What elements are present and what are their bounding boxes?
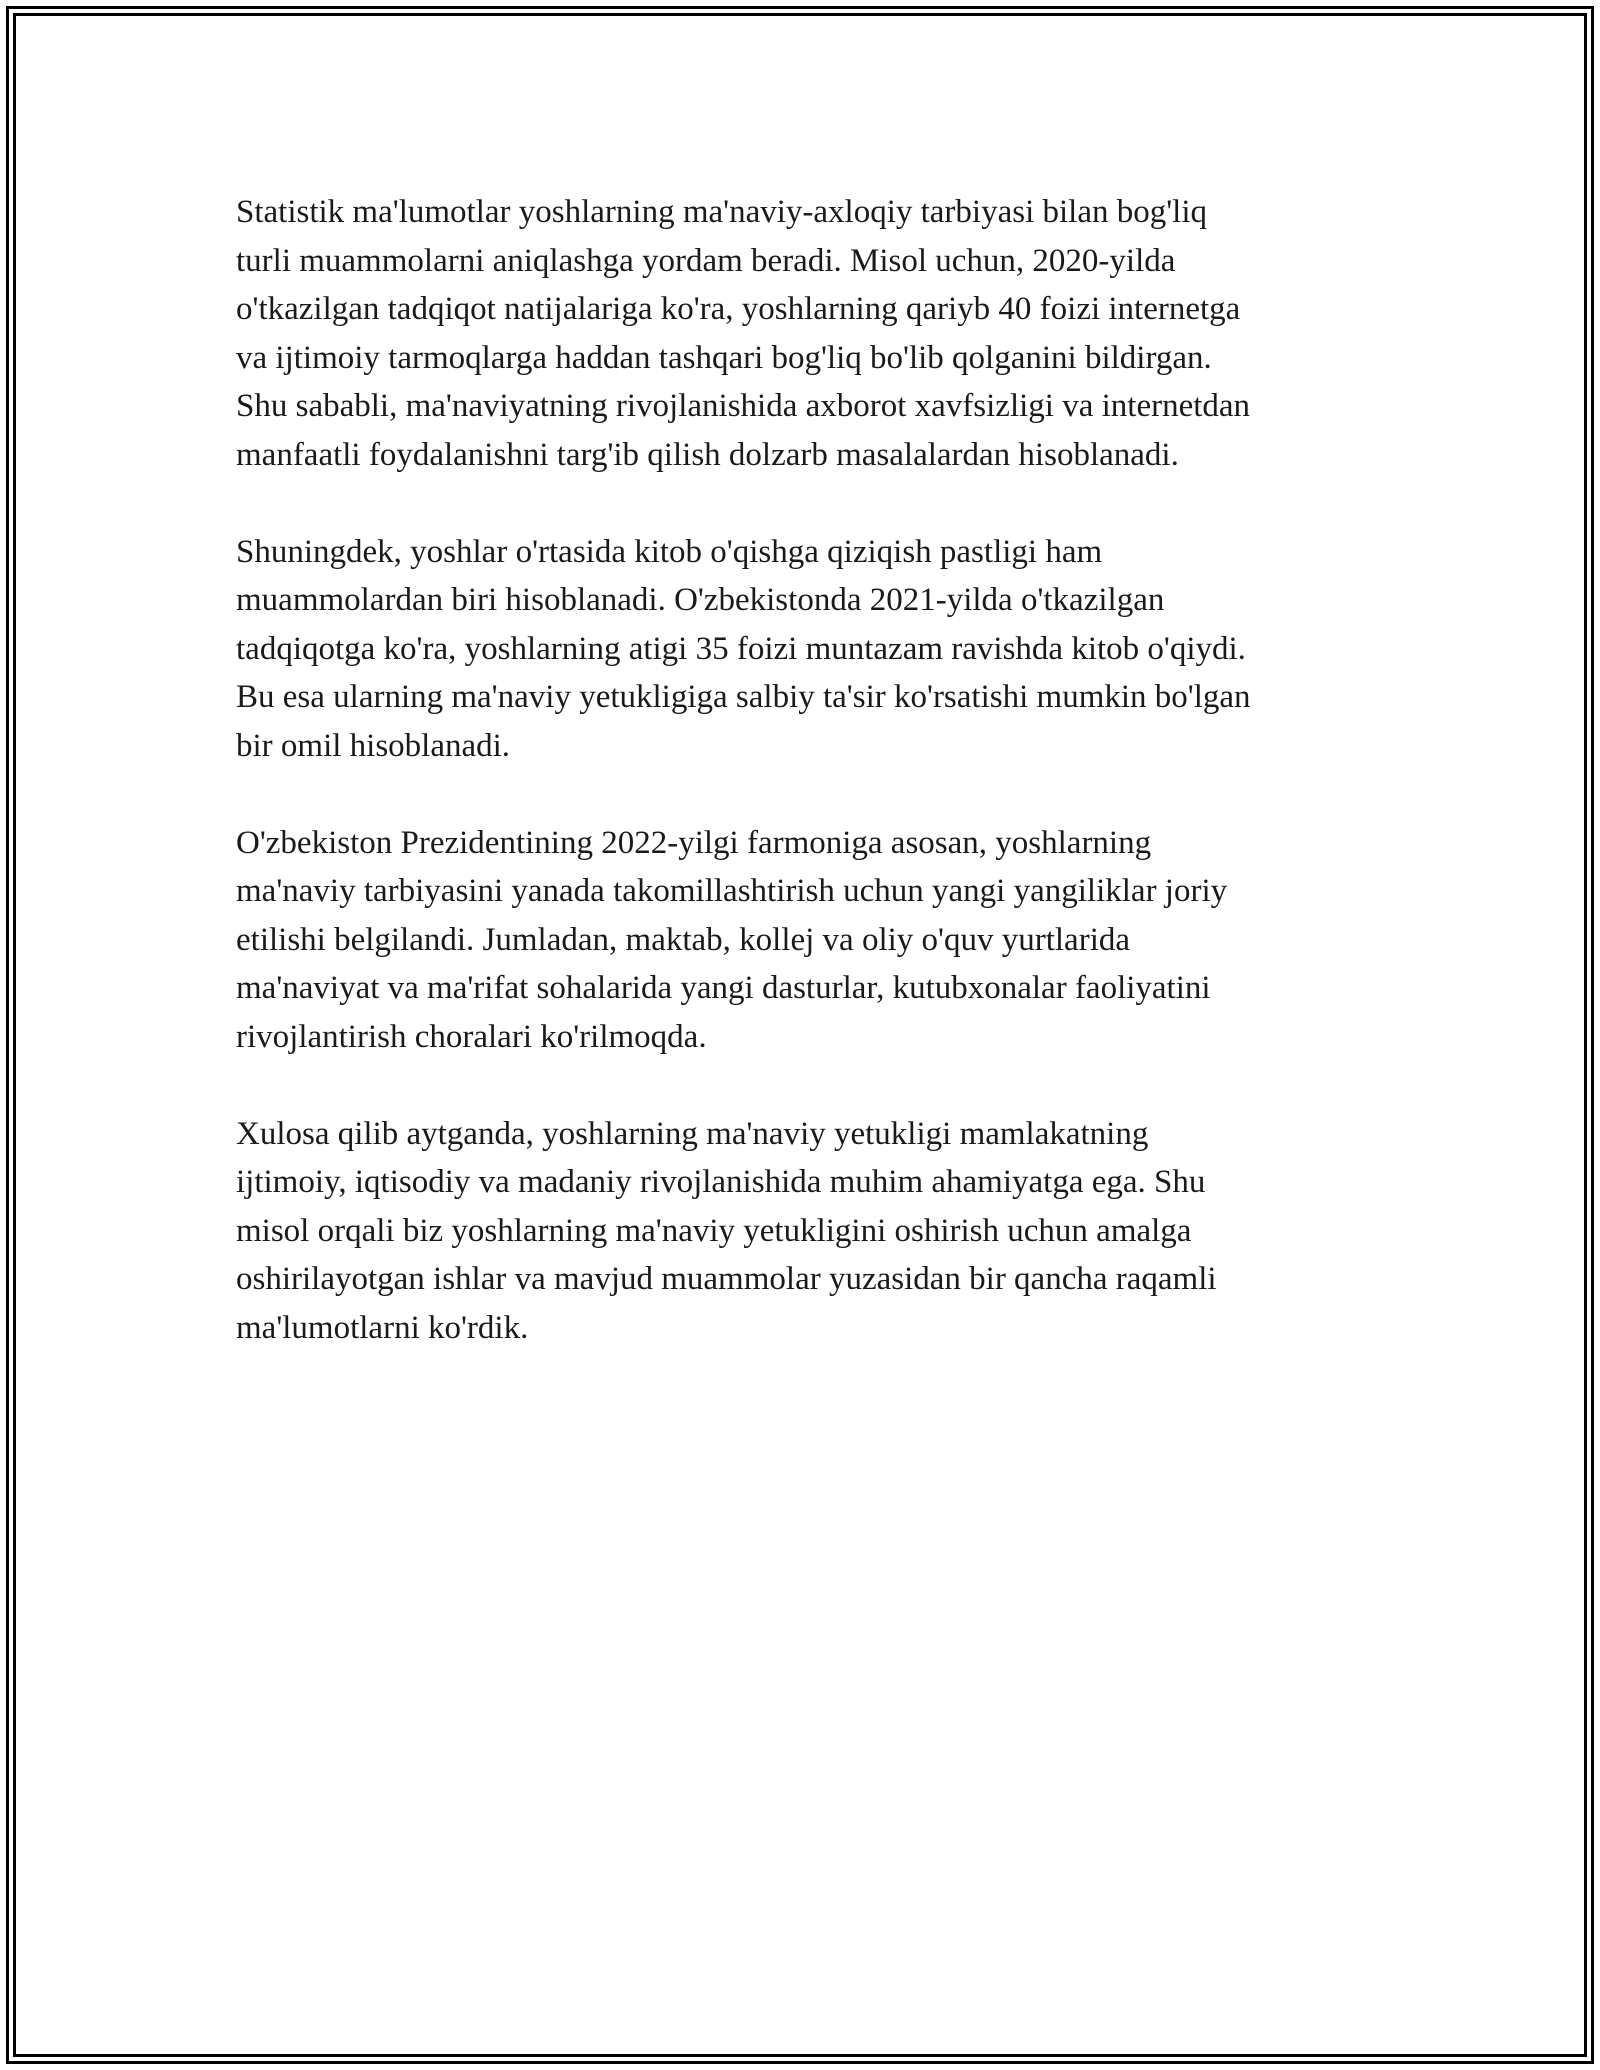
paragraph-decree: O'zbekiston Prezidentining 2022-yilgi farmoniga asosan, yoshlarning ma'naviy tarbiyasini yanada takomillashtirish uchun yangi yangiliklar joriy etilishi belgilandi. Jumladan, maktab, kollej va oliy o'quv yurtlarida ma'naviyat va ma'rifat sohalarida yangi dasturlar, kutubxonalar faoliyatini rivojlantirish choralari ko'rilmoqda. (236, 824, 1228, 1055)
paragraph-conclusion: Xulosa qilib aytganda, yoshlarning ma'naviy yetukligi mamlakatning ijtimoiy, iqtisodiy va madaniy rivojlanishida muhim ahamiyatga ega. Shu misol orqali biz yoshlarning ma'naviy yetukligini oshirish uchun amalga oshirilayotgan ishlar va mavjud muammolar yuzasidan bir qancha raqamli ma'lumotlarni ko'rdik. (236, 1115, 1217, 1346)
paragraph-reading: Shuningdek, yoshlar o'rtasida kitob o'qishga qiziqish pastligi ham muammolardan biri hisoblanadi. O'zbekistonda 2021-yilda o'tkazilgan tadqiqotga ko'ra, yoshlarning atigi 35 foizi muntazam ravishda kitob o'qiydi. Bu esa ularning ma'naviy yetukligiga salbiy ta'sir ko'rsatishi mumkin bo'lgan bir omil hisoblanadi. (236, 533, 1251, 764)
paragraph-statistics: Statistik ma'lumotlar yoshlarning ma'naviy-axloqiy tarbiyasi bilan bog'liq turli muammolarni aniqlashga yordam beradi. Misol uchun, 2020-yilda o'tkazilgan tadqiqot natijalariga ko'ra, yoshlarning qariyb 40 foizi internetga va ijtimoiy tarmoqlarga haddan tashqari bog'liq bo'lib qolganini bildirgan. Shu sababli, ma'naviyatning rivojlanishida axborot xavfsizligi va internetdan manfaatli foydalanishni targ'ib qilish dolzarb masalalardan hisoblanadi. (236, 194, 1251, 473)
document-body (236, 188, 1386, 1401)
